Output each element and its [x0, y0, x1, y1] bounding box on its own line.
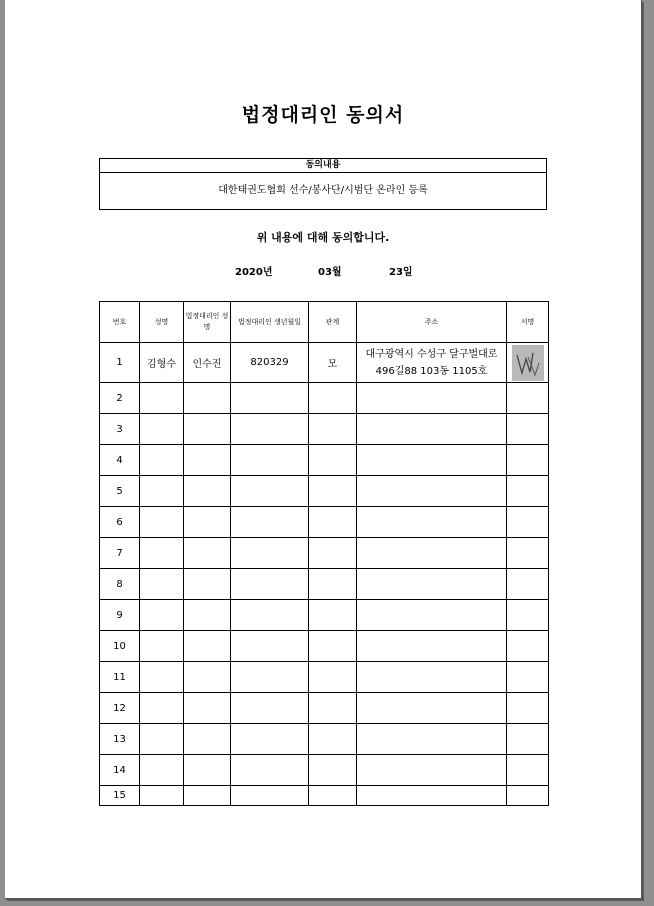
row-birth: 820329: [231, 343, 309, 383]
header-number: 번호: [100, 302, 140, 343]
row-number: 14: [100, 755, 140, 786]
row-number: 6: [100, 507, 140, 538]
date-line: [5, 263, 641, 277]
table-row: [100, 343, 549, 383]
table-row: [100, 724, 549, 755]
row-relation: 모: [309, 343, 357, 383]
consent-text: 대한태권도협회 선수/봉사단/시범단 온라인 등록: [218, 185, 428, 196]
header-guardian-name: 법정대리인 성명: [184, 302, 231, 343]
row-number: 10: [100, 631, 140, 662]
table-row: [100, 693, 549, 724]
table-row: [100, 755, 549, 786]
row-number: 7: [100, 538, 140, 569]
table-row: [100, 569, 549, 600]
header-address: 주소: [357, 302, 507, 343]
row-signature: [507, 343, 549, 383]
table-row: [100, 600, 549, 631]
table-row: [100, 414, 549, 445]
row-number: 1: [100, 343, 140, 383]
row-number: 11: [100, 662, 140, 693]
row-number: 12: [100, 693, 140, 724]
guardian-table: [99, 301, 549, 806]
header-name: 성명: [140, 302, 184, 343]
table-row: [100, 631, 549, 662]
document-page: [5, 0, 642, 899]
table-row: [100, 476, 549, 507]
row-number: 9: [100, 600, 140, 631]
table-row: [100, 662, 549, 693]
signature-image: [512, 345, 544, 381]
row-number: 2: [100, 383, 140, 414]
consent-header: 동의내용: [100, 159, 546, 173]
date-year: 2020년: [235, 267, 273, 278]
date-month: 03월: [318, 267, 342, 278]
table-row: [100, 507, 549, 538]
row-address: 대구광역시 수성구 달구벌대로 496길88 103동 1105호: [357, 343, 507, 383]
row-guardian: 인수진: [184, 343, 231, 383]
header-guardian-birth: 법정대리인 생년월일: [231, 302, 309, 343]
row-number: 4: [100, 445, 140, 476]
table-row: [100, 383, 549, 414]
header-signature: 서명: [507, 302, 549, 343]
date-day: 23일: [389, 267, 413, 278]
table-row: [100, 786, 549, 806]
row-name: 김형수: [140, 343, 184, 383]
row-number: 8: [100, 569, 140, 600]
row-number: 13: [100, 724, 140, 755]
table-header-row: [100, 302, 549, 343]
table-row: [100, 445, 549, 476]
document-title: 법정대리인 동의서: [241, 104, 405, 126]
header-relation: 관계: [309, 302, 357, 343]
agree-statement: 위 내용에 대해 동의합니다.: [256, 231, 390, 244]
table-row: [100, 538, 549, 569]
consent-box: [99, 158, 547, 210]
row-number: 5: [100, 476, 140, 507]
row-number: 3: [100, 414, 140, 445]
row-number: 15: [100, 786, 140, 806]
